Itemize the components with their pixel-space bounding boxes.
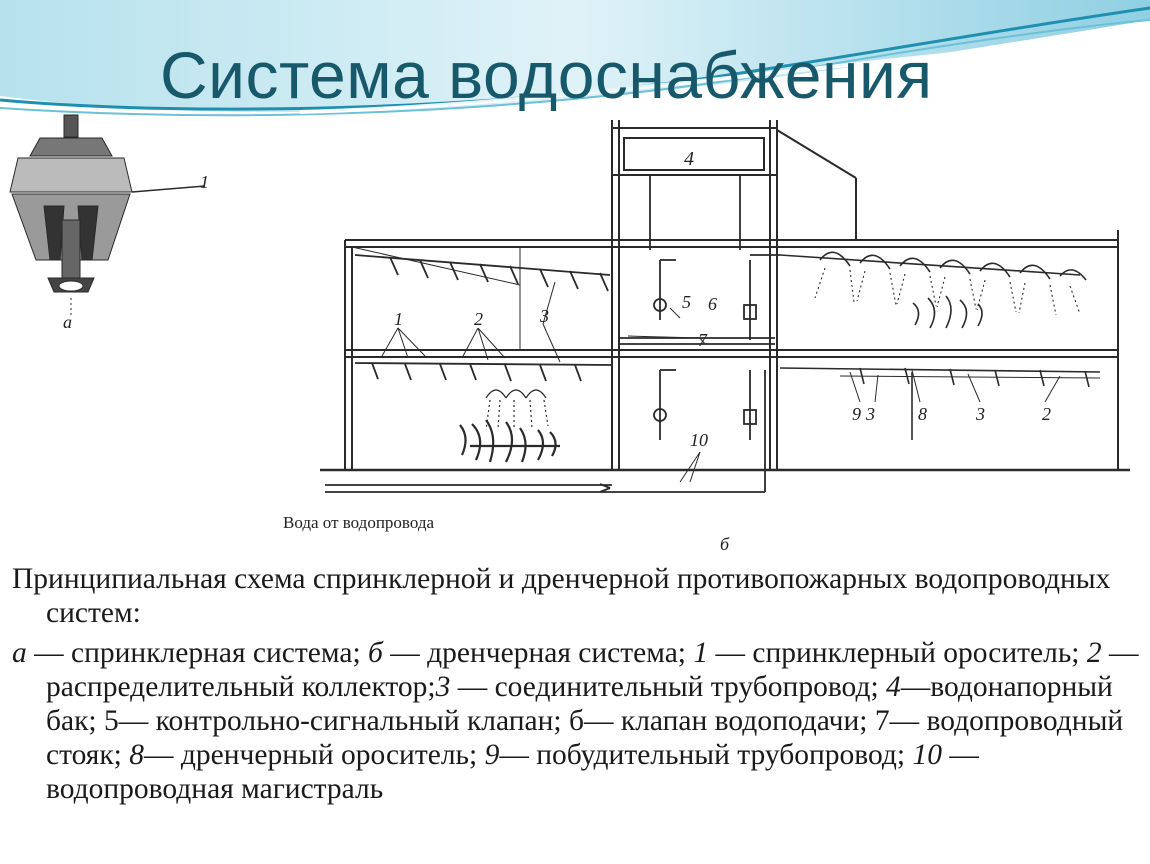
- label-3-right: 3: [866, 404, 875, 424]
- leader-lines: [382, 282, 1060, 482]
- legend-key: 4: [886, 671, 901, 703]
- label-10: 10: [690, 430, 708, 450]
- label-1: 1: [394, 309, 403, 329]
- legend-text: — водопроводная магистраль: [46, 739, 979, 805]
- legend-key: 1: [693, 637, 709, 669]
- legend-text: — контрольно-сигнальный клапан;: [118, 705, 569, 737]
- label-3-right-2: 3: [976, 404, 985, 424]
- legend-key: 3: [435, 671, 451, 703]
- label-8: 8: [918, 404, 927, 424]
- caption-legend: [12, 636, 1142, 806]
- legend-key: 9: [484, 739, 500, 771]
- label-6: 6: [708, 294, 717, 314]
- label-1-sprinkler: 1: [200, 172, 209, 192]
- upper-distribution-pipe: [355, 255, 610, 291]
- water-riser: [325, 176, 780, 492]
- fire-left: [460, 420, 560, 462]
- sprinkler-drencher-diagram: [0, 110, 1150, 560]
- legend-key: 5: [104, 705, 119, 737]
- water-supply-label: Вода от водопровода: [283, 513, 435, 532]
- legend-key: а: [12, 637, 27, 669]
- label-7: 7: [698, 330, 707, 350]
- legend-key: б: [368, 637, 383, 669]
- lower-distribution-pipe: [355, 363, 612, 430]
- label-2: 2: [474, 309, 483, 329]
- drencher-upper-pipe: [780, 252, 1086, 328]
- legend-key: 2: [1086, 637, 1102, 669]
- legend-text: — водопроводный стояк;: [46, 705, 1124, 771]
- label-a: а: [63, 312, 72, 332]
- legend-key: 7: [874, 705, 890, 737]
- sprinkler-head-illustration: [10, 115, 205, 316]
- legend-text: — побудительный трубопровод;: [499, 739, 913, 771]
- label-5: 5: [682, 292, 691, 312]
- legend-text: — дренчерная система;: [382, 637, 694, 669]
- label-4: 4: [684, 148, 694, 170]
- label-3: 3: [540, 306, 549, 326]
- building-outline: [320, 120, 1130, 470]
- legend-text: — клапан водоподачи;: [584, 705, 875, 737]
- caption-heading: Принципиальная схема спринклерной и дренчерной противопожарных водопроводных систем:: [12, 563, 1111, 629]
- legend-key: 10: [912, 739, 942, 771]
- legend-text: — дренчерный ороситель;: [144, 739, 485, 771]
- label-b: б: [720, 534, 730, 554]
- legend-key: 8: [129, 739, 145, 771]
- label-9: 9: [852, 404, 861, 424]
- legend-text: — спринклерный ороситель;: [708, 637, 1087, 669]
- drencher-lower-pipe: [780, 368, 1100, 440]
- legend-text: — соединительный трубопровод;: [450, 671, 887, 703]
- legend-key: б: [568, 705, 584, 737]
- legend-text: —водонапорный бак;: [46, 671, 1113, 737]
- slide-title: Система водоснабжения: [160, 38, 933, 112]
- legend-text: — спринклерная система;: [26, 637, 369, 669]
- label-2-right: 2: [1042, 404, 1051, 424]
- caption: [12, 562, 1142, 806]
- legend-text: — распределительный коллектор;: [46, 637, 1139, 703]
